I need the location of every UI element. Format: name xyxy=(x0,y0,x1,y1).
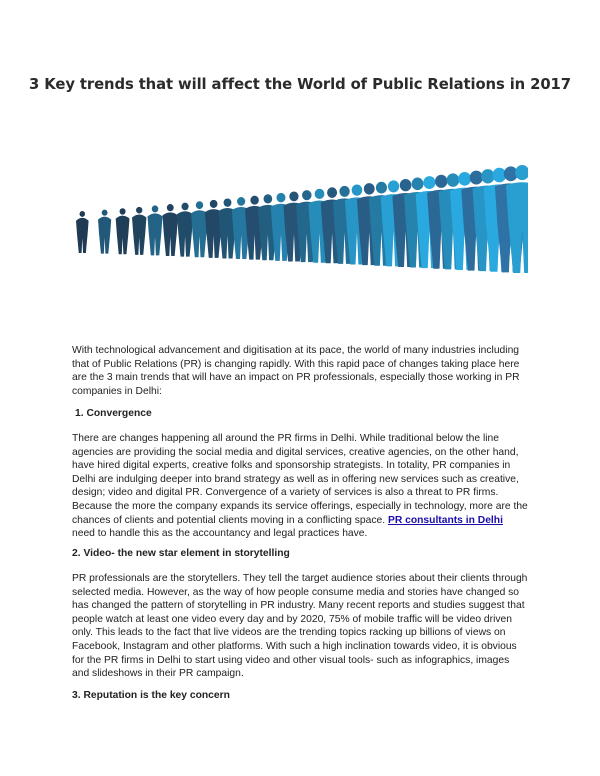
intro-paragraph xyxy=(72,344,528,398)
person-silhouette xyxy=(98,210,111,254)
intro-text: With technological advancement and digitisation at its pace, the world of many industries including that of Public Relations (PR) is changing rapidly. With this rapid pace of changes taking place here are the 3 main trends that will have an impact on PR professionals, especially those working in PR companies in Delhi: xyxy=(72,345,520,397)
pr-consultants-link[interactable]: PR consultants in Delhi xyxy=(387,514,503,526)
person-silhouette xyxy=(177,203,193,257)
person-silhouette xyxy=(205,200,222,258)
convergence-paragraph xyxy=(72,432,528,541)
person-silhouette xyxy=(132,207,146,255)
section-heading-convergence: 1. Convergence xyxy=(75,408,152,419)
person-silhouette xyxy=(116,208,130,254)
page-title: 3 Key trends that will affect the World of Public Relations in 2017 xyxy=(29,76,571,93)
convergence-text: There are changes happening all around the PR firms in Delhi. While traditional below the line agencies are providing the social media and digital services, creative agencies, on the other hand, have hired digital experts, creative folks and sponsorship strategists. In totality, PR companies in Delhi are indulging deeper into brand strategy as well as in offering new services such as creative, design; video and digital PR. Convergence of a variety of services is also a threat to PR firms. Because the more the company expands its service offerings, especially in technology, more are the chances of clients and potential clients moving in a conflicting space. xyxy=(72,433,528,526)
section-convergence-body xyxy=(72,432,528,541)
crowd-silhouette-illustration xyxy=(72,165,528,275)
section-video-body xyxy=(72,572,528,681)
person-silhouette xyxy=(162,204,178,256)
person-silhouette xyxy=(76,211,89,253)
hero-image xyxy=(72,165,528,275)
convergence-text-end: need to handle this as the accountancy and legal practices have. xyxy=(72,528,368,540)
person-silhouette xyxy=(191,201,208,257)
person-silhouette xyxy=(148,205,163,255)
section-heading-video: 2. Video- the new star element in storytelling xyxy=(72,548,290,559)
section-heading-reputation: 3. Reputation is the key concern xyxy=(72,690,230,701)
video-paragraph: PR professionals are the storytellers. They tell the target audience stories about their clients through selected media. However, as the way of how people consume media and stories have changed so has changed the pattern of storytelling in PR industry. Many recent reports and studies suggest that people watch at least one video every day and by 2020, 75% of mobile traffic will be video driven only. This leads to the fact that live videos are the trending topics racking up billions of views on Facebook, Instagram and other platforms. With such a high inclination towards video, it is obvious for the PR firms in Delhi to start using video and other visual tools- such as infographics, images and slideshows in their PR campaign. xyxy=(72,573,528,680)
